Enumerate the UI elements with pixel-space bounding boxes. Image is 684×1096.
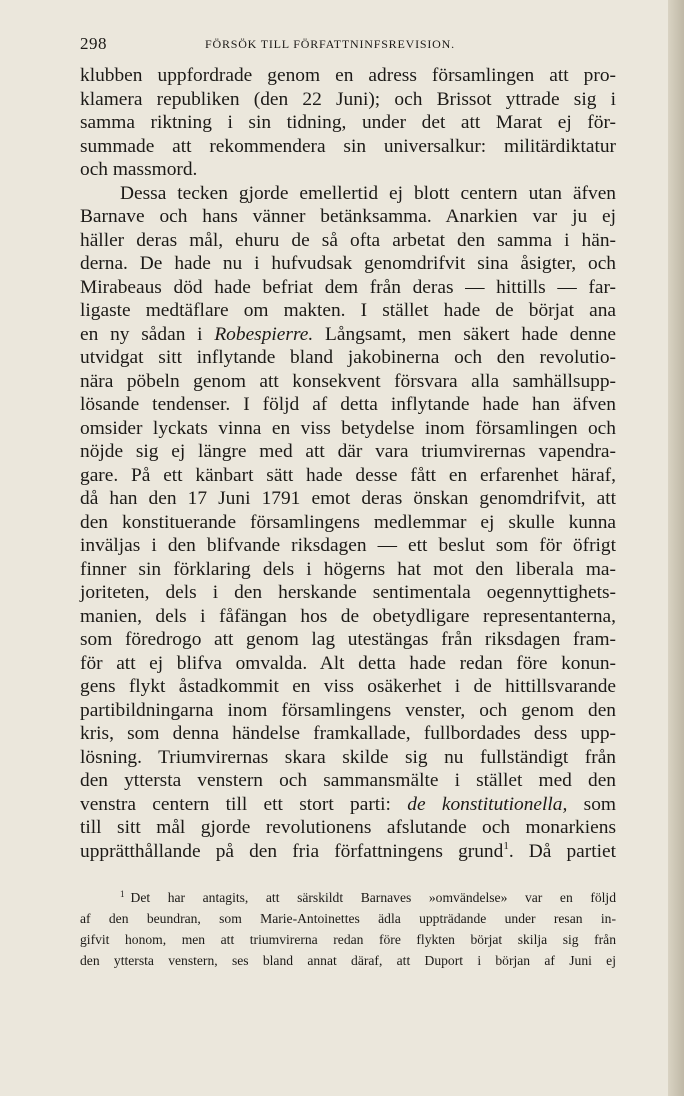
footnote-text: Det har antagits, att särskildt Barnaves »omvändelse» var en följd [130, 890, 616, 905]
text-line: den yttersta venstern och sammansmälte i stället med den [80, 770, 616, 791]
text-segment: upprätthållande på den fria författningens grund [80, 840, 504, 862]
text-line: summade att rekommendera sin universalkur: militärdiktatur [80, 135, 616, 157]
text-line: joriteten, dels i den herskande sentimentala oegennyttighets- [80, 582, 616, 603]
text-line: utvidgat sitt inflytande bland jakobinerna och den revolutio- [80, 347, 616, 368]
page-edge [668, 0, 684, 1096]
text-line: häller deras mål, ehuru de så ofta arbetat den samma i hän- [80, 229, 616, 251]
text-line: till sitt mål gjorde revolutionens afslutande och monarkiens [80, 817, 616, 838]
footnote-marker[interactable]: 1 [503, 839, 509, 852]
running-title: FÖRSÖK TILL FÖRFATTNINFSREVISION. [205, 37, 455, 51]
text-segment: som [567, 793, 616, 815]
text-line: derna. De hade nu i hufvudsak genomdrifvit sina åsigter, och [80, 253, 616, 274]
text-line: samma riktning i sin tidning, under det att Marat ej för- [80, 112, 616, 133]
text-line: Mirabeaus död hade befriat dem från deras — hittills — far- [80, 276, 616, 298]
footnote-line [80, 908, 616, 929]
text-line: nöjde sig ej längre med att där vara triumvirernas vapendra- [80, 441, 616, 462]
text-segment: . Då partiet [508, 840, 616, 862]
text-line: ligaste medtäflare om makten. I stället hade de börjat ana [80, 300, 616, 321]
text-line: gare. På ett känbart sätt hade desse fått en erfarenhet häraf, [80, 464, 616, 486]
text-line: kris, som denna händelse framkallade, fullbordades dess upp- [80, 723, 616, 744]
text-line: manien, dels i fåfängan hos de obetydligare representanterna, [80, 605, 616, 627]
footnote-text: af den beundran, som Marie-Antoinettes ädla uppträdande under resan in- [80, 911, 616, 926]
italic-text: Robespierre. [214, 323, 314, 345]
footnote-line [80, 887, 616, 908]
text-segment: en ny sådan i [80, 323, 215, 345]
italic-text: de konstitutionella, [407, 793, 568, 815]
text-line: gens flykt åstadkommit en viss osäkerhet i de hittillsvarande [80, 676, 616, 697]
footnote-line [80, 929, 616, 950]
footnote-text: gifvit honom, men att triumvirerna redan före flykten börjat skilja sig från [80, 932, 616, 947]
text-line: nära pöbeln genom att konsekvent försvara alla samhällsupp- [80, 370, 616, 392]
text-line: inväljas i den blifvande riksdagen — ett beslut som för öfrigt [80, 535, 616, 556]
text-line: som föredrogo att genom lag utestängas från riksdagen fram- [80, 629, 616, 650]
text-line: finner sin förklaring dels i högerns hat mot den liberala ma- [80, 558, 616, 580]
footnote-line [80, 950, 616, 971]
text-line: klamera republiken (den 22 Juni); och Brissot yttrade sig i [80, 88, 616, 110]
text-line [80, 840, 616, 864]
text-line: för att ej blifva omvalda. Alt detta hade redan före konun- [80, 652, 616, 674]
text-line: partibildningarna inom församlingens venster, och genom den [80, 699, 616, 721]
text-segment: venstra centern till ett stort parti: [80, 793, 408, 815]
page-header [80, 34, 616, 56]
text-line: Dessa tecken gjorde emellertid ej blott centern utan äfven [120, 182, 616, 204]
footnote-text: den yttersta venstern, ses bland annat däraf, att Duport i början af Juni ej [80, 953, 616, 968]
text-line: lösning. Triumvirernas skara skilde sig nu fullständigt från [80, 746, 616, 768]
text-segment: Långsamt, men säkert hade denne [313, 323, 616, 345]
footnote [80, 887, 616, 971]
text-line: då han den 17 Juni 1791 emot deras önskan genomdrifvit, att [80, 488, 616, 509]
text-line: klubben uppfordrade genom en adress församlingen att pro- [80, 65, 616, 86]
text-line: lösande tendenser. I följd af detta inflytande hade han äfven [80, 394, 616, 415]
text-line [80, 323, 616, 347]
footnote-number: 1 [120, 889, 125, 899]
page-number: 298 [80, 34, 107, 53]
text-line [80, 793, 616, 817]
text-line: Barnave och hans vänner betänksamma. Anarkien var ju ej [80, 206, 616, 227]
text-line: och massmord. [80, 159, 198, 180]
body-text [80, 64, 616, 863]
text-line: omsider lyckats vinna en viss betydelse inom församlingen och [80, 417, 616, 439]
text-line: den konstituerande församlingens medlemmar ej skulle kunna [80, 511, 616, 533]
